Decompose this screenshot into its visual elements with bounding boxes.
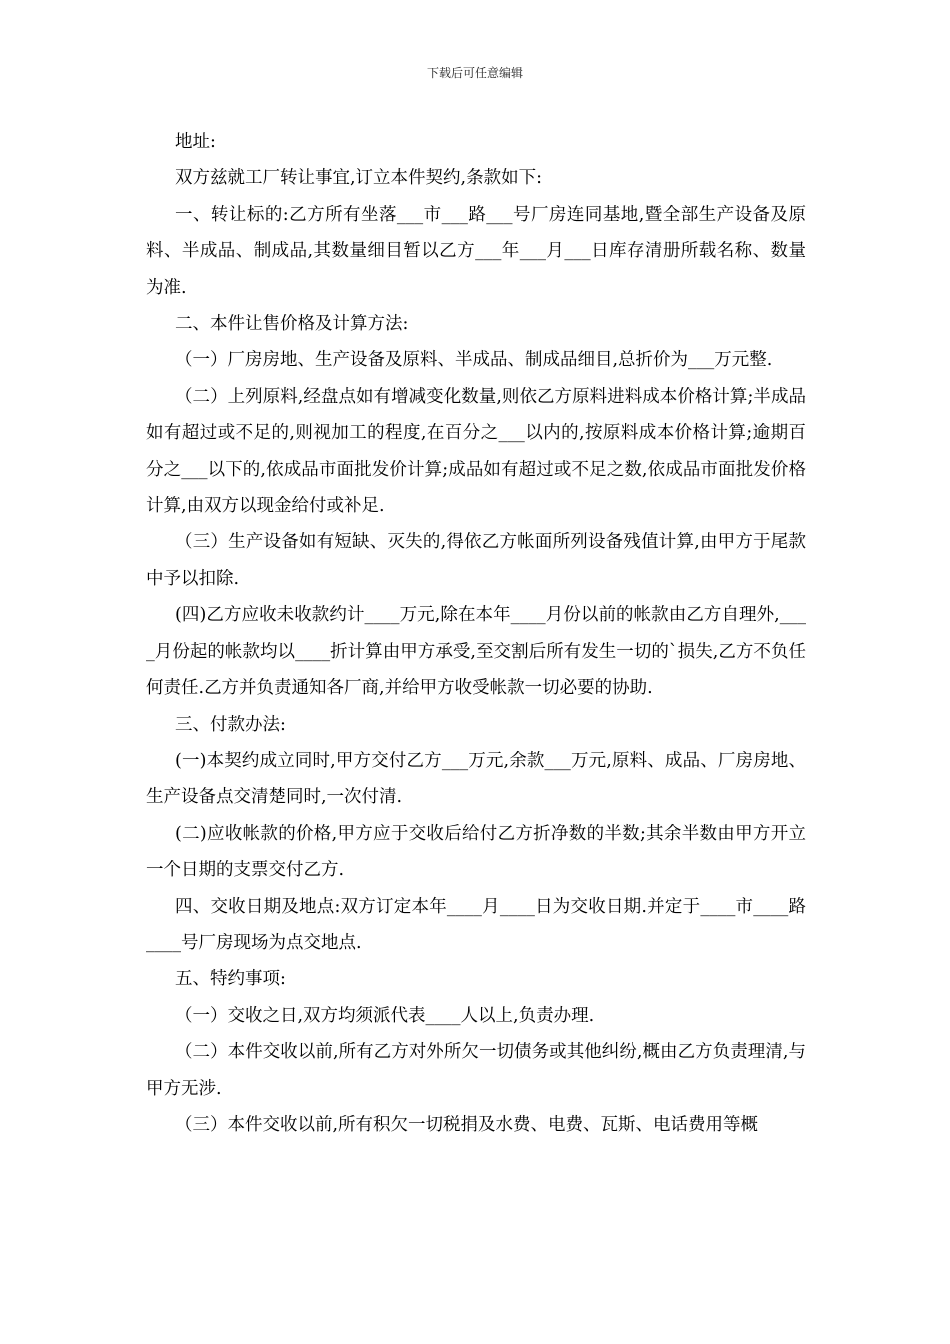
paragraph-address: 地址:: [175, 132, 216, 152]
paragraph-clause-2-heading: 二、本件让售价格及计算方法:: [175, 314, 409, 335]
paragraph-clause-5-1: （一）交收之日,双方均须派代表____人以上,负责办理.: [175, 1005, 595, 1026]
document-body: [146, 124, 806, 1143]
paragraph-clause-5-2: （二）本件交收以前,所有乙方对外所欠一切债务或其他纠纷,概由乙方负责理清,与甲方无涉.: [146, 1042, 806, 1099]
paragraph-clause-5-heading: 五、特约事项:: [175, 969, 286, 990]
paragraph-clause-3-heading: 三、付款办法:: [175, 714, 286, 735]
paragraph-clause-2-4: (四)乙方应收未收款约计____万元,除在本年____月份以前的帐款由乙方自理外,____月份起的帐款均以____折计算由甲方承受,至交割后所有发生一切的`损失,乙方不负任何责任.乙方并负责通知各厂商,并给甲方收受帐款一切必要的协助.: [146, 605, 806, 699]
paragraph-clause-5-3: （三）本件交收以前,所有积欠一切税捐及水费、电费、瓦斯、电话费用等概: [175, 1114, 759, 1135]
paragraph-clause-4: 四、交收日期及地点:双方订定本年____月____日为交收日期.并定于____市____路____号厂房现场为点交地点.: [146, 896, 806, 953]
paragraph-clause-3-2: (二)应收帐款的价格,甲方应于交收后给付乙方折净数的半数;其余半数由甲方开立一个日期的支票交付乙方.: [146, 823, 806, 881]
page-header: 下载后可任意编辑: [426, 66, 523, 80]
paragraph-clause-2-1: （一）厂房房地、生产设备及原料、半成品、制成品细目,总折价为___万元整.: [175, 350, 773, 371]
paragraph-clause-2-2: （二）上列原料,经盘点如有增减变化数量,则依乙方原料进料成本价格计算;半成品如有超过或不足的,则视加工的程度,在百分之___以内的,按原料成本价格计算;逾期百分之___以下的,依成品市面批发价计算;成品如有超过或不足之数,依成品市面批发价格计算,由双方以现金给付或补足.: [146, 386, 806, 517]
paragraph-intro: 双方兹就工厂转让事宜,订立本件契约,条款如下:: [175, 168, 543, 189]
paragraph-clause-1: 一、转让标的:乙方所有坐落___市___路___号厂房连同基地,暨全部生产设备及原料、半成品、制成品,其数量细目暂以乙方___年___月___日库存清册所载名称、数量为准.: [146, 204, 806, 298]
paragraph-clause-3-1: (一)本契约成立同时,甲方交付乙方___万元,余款___万元,原料、成品、厂房房地、生产设备点交清楚同时,一次付清.: [146, 750, 806, 808]
paragraph-clause-2-3: （三）生产设备如有短缺、灭失的,得依乙方帐面所列设备残值计算,由甲方于尾款中予以扣除.: [146, 532, 806, 589]
